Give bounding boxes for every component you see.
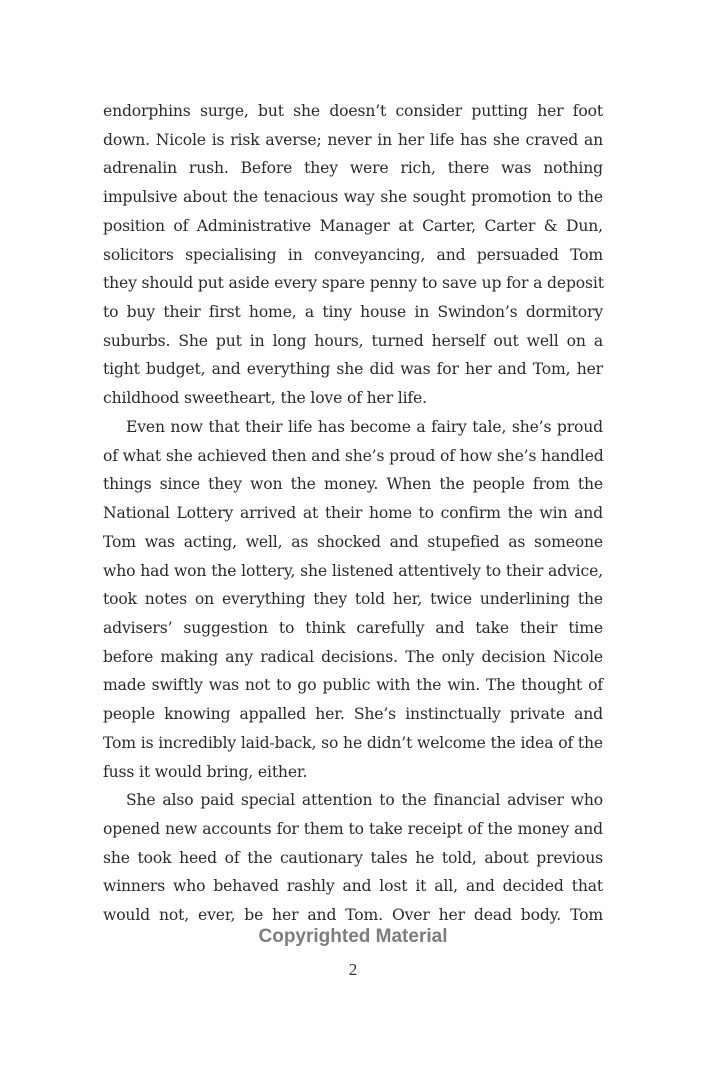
text-line: position of Administrative Manager at Carter, Carter & Dun,: [103, 216, 603, 235]
page-number: 2: [348, 960, 358, 979]
paragraph-2: [103, 413, 603, 786]
copyright-watermark: Copyrighted Material: [258, 926, 448, 947]
text-line: she took heed of the cautionary tales he told, about previous: [103, 848, 603, 867]
text-line: people knowing appalled her. She’s instinctually private and: [103, 705, 603, 724]
text-line: adrenalin rush. Before they were rich, there was nothing: [103, 159, 603, 178]
text-line: who had won the lottery, she listened attentively to their advice,: [103, 561, 603, 580]
text-line: they should put aside every spare penny to save up for a deposit: [103, 274, 604, 293]
text-line: solicitors specialising in conveyancing, and persuaded Tom: [103, 245, 603, 264]
paragraph-3: [103, 786, 603, 930]
text-line: childhood sweetheart, the love of her life.: [103, 389, 427, 408]
text-line: down. Nicole is risk averse; never in her life has she craved an: [103, 130, 603, 149]
text-line: endorphins surge, but she doesn’t consider putting her foot: [103, 102, 603, 120]
body-text: [103, 97, 603, 930]
paragraph-1: [103, 97, 603, 413]
text-line: to buy their first home, a tiny house in Swindon’s dormitory: [103, 303, 603, 322]
text-line: She also paid special attention to the financial adviser who: [126, 791, 603, 810]
text-line: National Lottery arrived at their home to confirm the win and: [103, 504, 603, 523]
text-line: Tom was acting, well, as shocked and stupefied as someone: [103, 532, 603, 551]
text-line: impulsive about the tenacious way she sought promotion to the: [103, 188, 603, 207]
text-line: tight budget, and everything she did was for her and Tom, her: [103, 360, 603, 379]
text-line: made swiftly was not to go public with the win. The thought of: [103, 676, 603, 695]
text-line: of what she achieved then and she’s proud of how she’s handled: [103, 446, 604, 465]
text-line: Tom is incredibly laid-back, so he didn’t welcome the idea of the: [103, 733, 603, 752]
text-line: opened new accounts for them to take receipt of the money and: [103, 819, 603, 838]
text-line: took notes on everything they told her, twice underlining the: [103, 590, 603, 609]
text-line: things since they won the money. When the people from the: [103, 475, 603, 494]
text-line: fuss it would bring, either.: [103, 762, 308, 781]
text-line: before making any radical decisions. The only decision Nicole: [103, 647, 603, 666]
text-line: advisers’ suggestion to think carefully and take their time: [103, 618, 603, 637]
text-line: Even now that their life has become a fairy tale, she’s proud: [126, 417, 603, 436]
text-line: winners who behaved rashly and lost it all, and decided that: [103, 877, 603, 896]
text-line: would not, ever, be her and Tom. Over her dead body. Tom: [103, 906, 603, 925]
text-line: suburbs. She put in long hours, turned herself out well on a: [103, 331, 603, 350]
